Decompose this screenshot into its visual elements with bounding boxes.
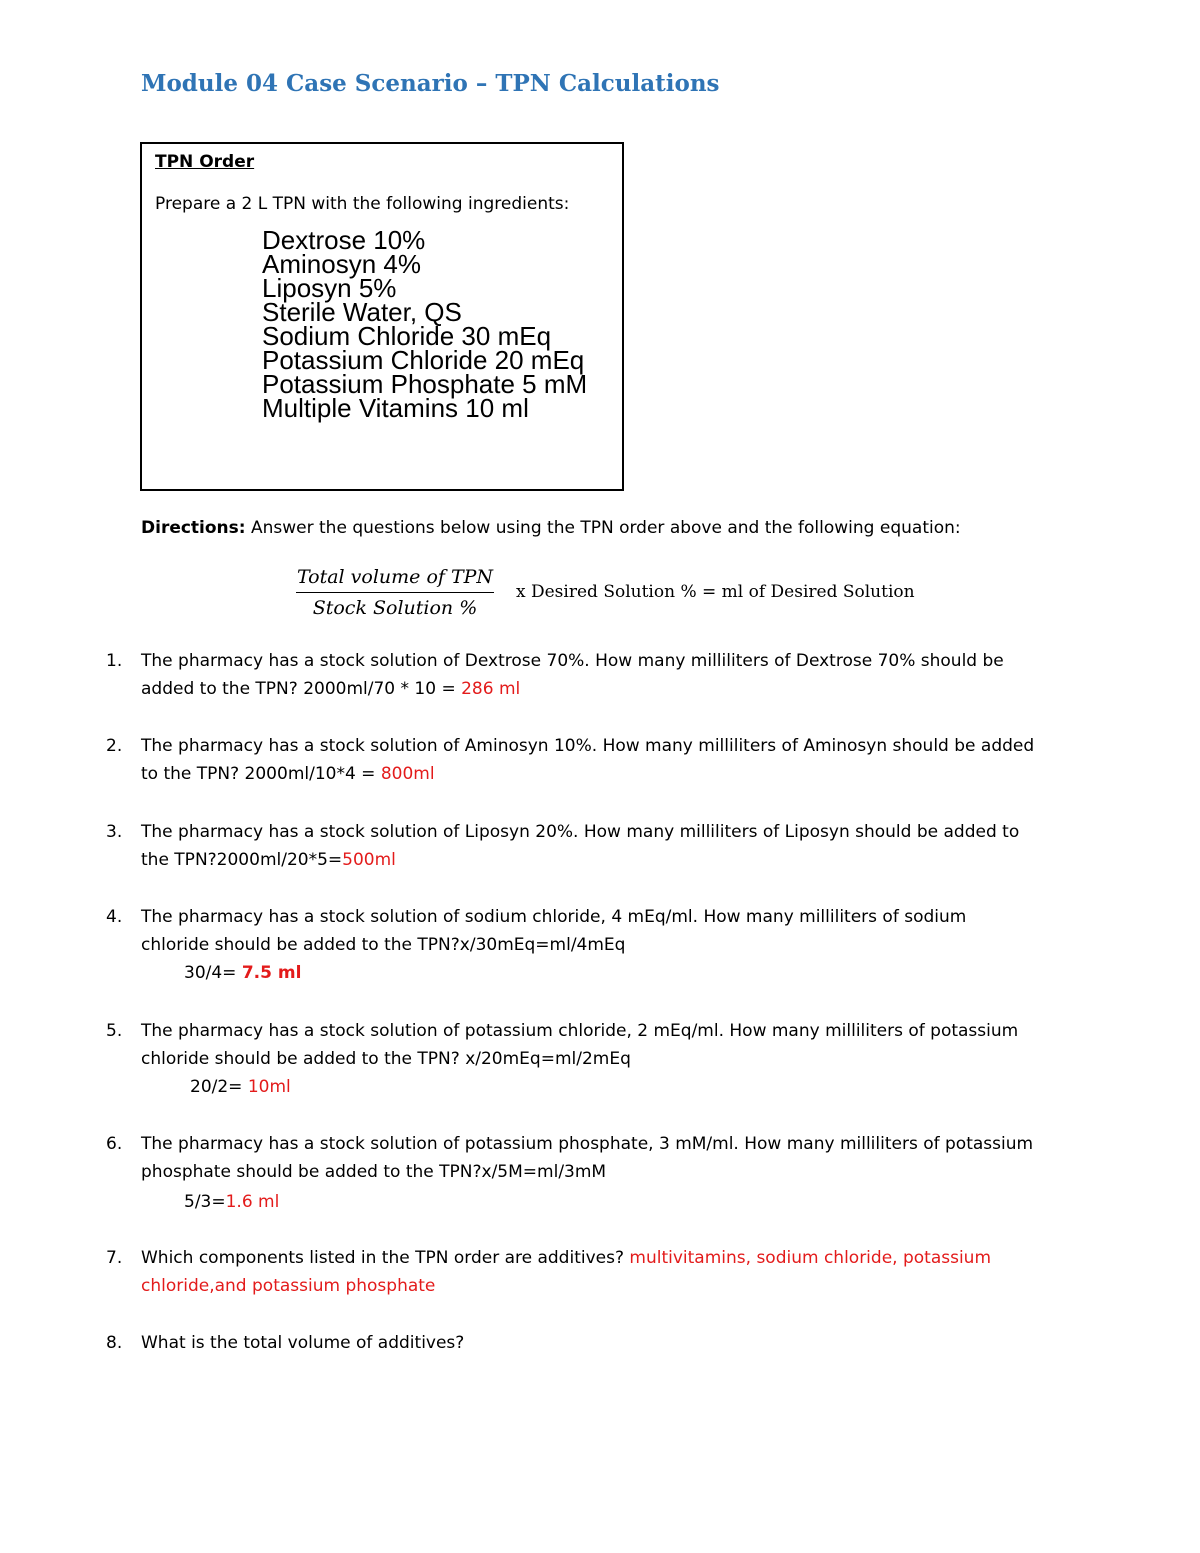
calc-text: 5/3= — [184, 1192, 226, 1212]
directions-label: Directions: — [141, 518, 246, 538]
ingredient-list — [262, 225, 588, 423]
question-text: The pharmacy has a stock solution of Aminosyn 10%. How many milliliters of Aminosyn should be added — [141, 736, 1035, 756]
calc-text: 30/4= — [184, 963, 242, 983]
ingredient-item: Aminosyn 4% — [262, 249, 421, 279]
answer-text: 1.6 ml — [225, 1192, 280, 1212]
fraction-bar — [296, 592, 494, 593]
page-title: Module 04 Case Scenario – TPN Calculations — [141, 70, 720, 97]
equation-denominator: Stock Solution % — [312, 597, 478, 619]
equation-numerator: Total volume of TPN — [296, 566, 494, 588]
question-number: 7. — [106, 1248, 123, 1268]
ingredient-item: Dextrose 10% — [262, 225, 426, 255]
question-number: 5. — [106, 1021, 123, 1041]
question-text: The pharmacy has a stock solution of Liposyn 20%. How many milliliters of Liposyn should be added to — [141, 822, 1020, 842]
answer-text: 286 ml — [461, 679, 521, 699]
equation-rest: x Desired Solution % = ml of Desired Solution — [516, 582, 915, 602]
question-number: 4. — [106, 907, 123, 927]
question-work: added to the TPN? 2000ml/70 * 10 = — [141, 679, 462, 699]
question-text: The pharmacy has a stock solution of Dextrose 70%. How many milliliters of Dextrose 70% should be — [141, 651, 1004, 671]
question-work: to the TPN? 2000ml/10*4 = — [141, 764, 381, 784]
question-text: The pharmacy has a stock solution of potassium chloride, 2 mEq/ml. How many milliliters of potassium — [141, 1021, 1019, 1041]
answer-text: chloride,and potassium phosphate — [141, 1276, 436, 1296]
question-work: the TPN?2000ml/20*5= — [141, 850, 343, 870]
tpn-order-box — [140, 142, 624, 491]
ingredient-item: Liposyn 5% — [262, 273, 397, 303]
ingredient-item: Sterile Water, QS — [262, 297, 462, 327]
question-text: The pharmacy has a stock solution of potassium phosphate, 3 mM/ml. How many milliliters of potassium — [141, 1134, 1034, 1154]
question-number: 1. — [106, 651, 123, 671]
answer-text: 7.5 ml — [241, 963, 302, 983]
answer-text: 500ml — [342, 850, 396, 870]
question-number: 2. — [106, 736, 123, 756]
question-number: 8. — [106, 1333, 123, 1353]
ingredient-item: Potassium Chloride 20 mEq — [262, 345, 585, 375]
question-text: The pharmacy has a stock solution of sodium chloride, 4 mEq/ml. How many milliliters of sodium — [141, 907, 967, 927]
directions-text: Answer the questions below using the TPN order above and the following equation: — [245, 518, 961, 538]
calc-text: 20/2= — [190, 1077, 248, 1097]
answer-text: multivitamins, sodium chloride, potassium — [629, 1248, 992, 1268]
question-work: chloride should be added to the TPN? x/20mEq=ml/2mEq — [141, 1049, 631, 1069]
tpn-order-heading: TPN Order — [155, 152, 255, 172]
answer-text: 10ml — [247, 1077, 291, 1097]
question-work: phosphate should be added to the TPN?x/5M=ml/3mM — [141, 1162, 607, 1182]
directions — [141, 518, 961, 538]
ingredient-item: Multiple Vitamins 10 ml — [262, 393, 529, 423]
question-number: 3. — [106, 822, 123, 842]
answer-text: 800ml — [380, 764, 435, 784]
question-number: 6. — [106, 1134, 123, 1154]
question-text: Which components listed in the TPN order are additives? — [141, 1248, 630, 1268]
tpn-order-intro: Prepare a 2 L TPN with the following ingredients: — [155, 194, 570, 214]
ingredient-item: Sodium Chloride 30 mEq — [262, 321, 552, 351]
question-work: chloride should be added to the TPN?x/30mEq=ml/4mEq — [141, 935, 626, 955]
equation-fraction — [296, 566, 494, 619]
question-text: What is the total volume of additives? — [141, 1333, 465, 1353]
ingredient-item: Potassium Phosphate 5 mM — [262, 369, 588, 399]
